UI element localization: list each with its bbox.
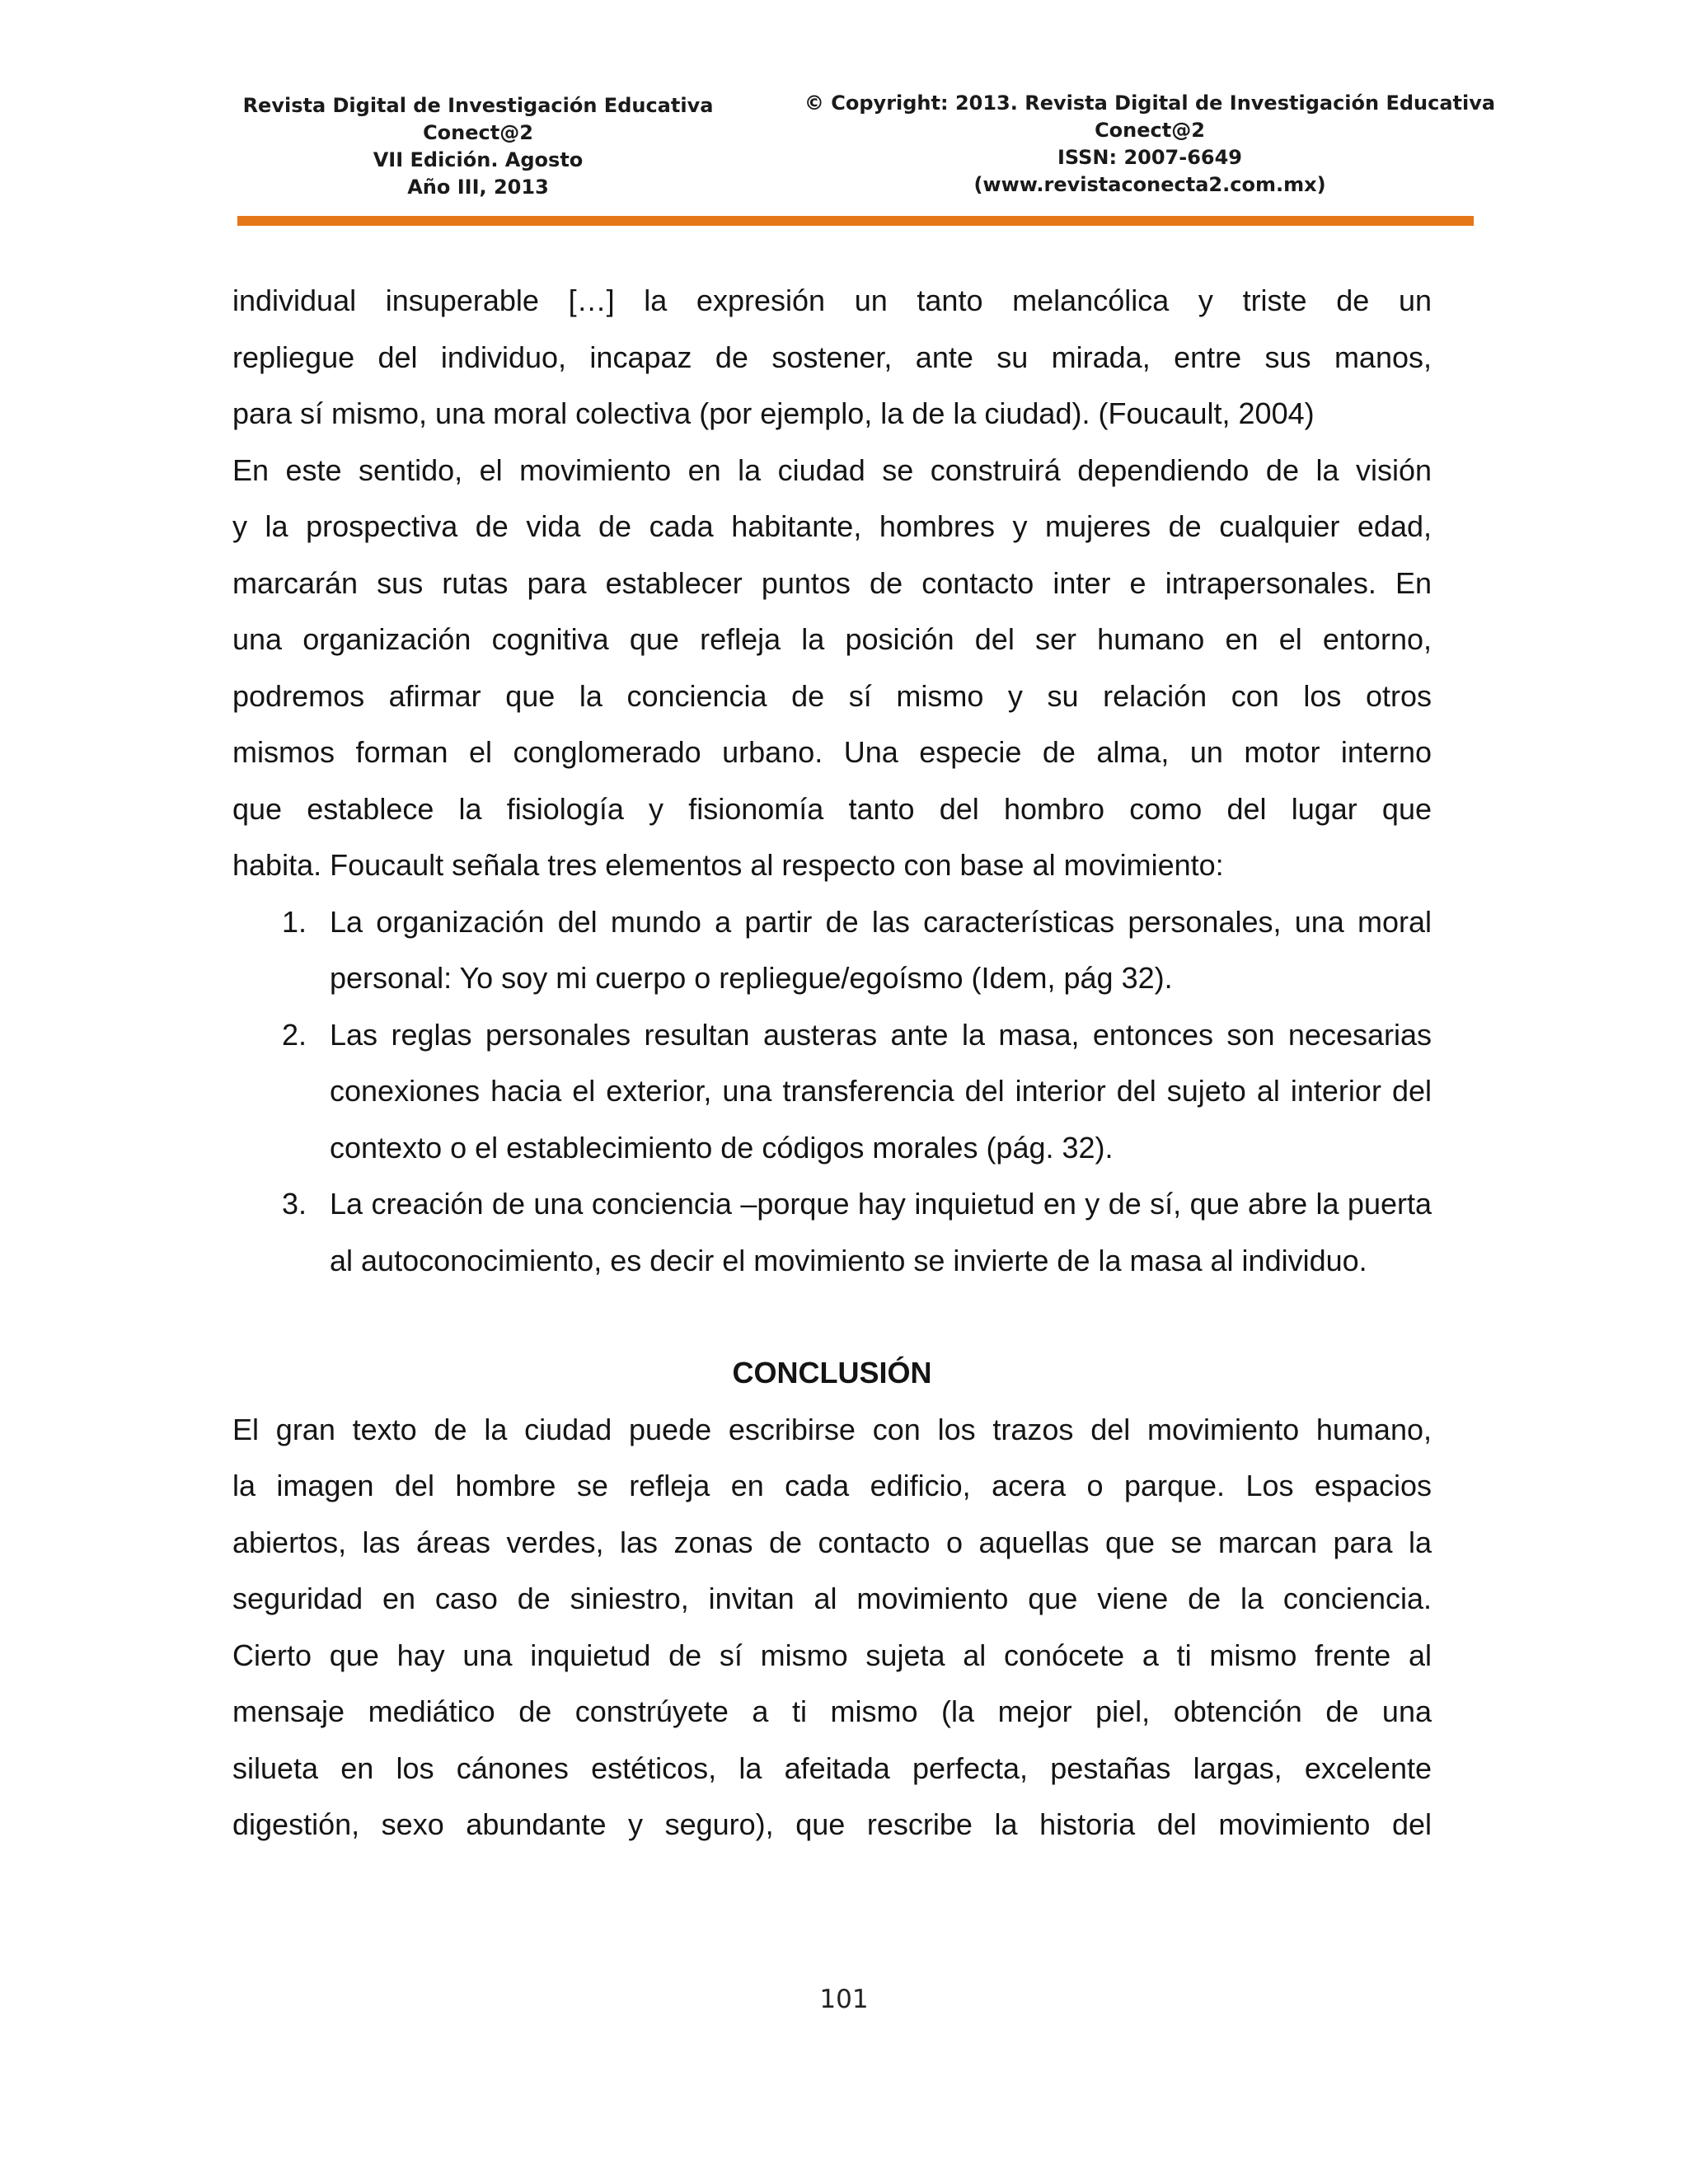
journal-edition: VII Edición. Agosto [373, 148, 584, 171]
text-line: abiertos, las áreas verdes, las zonas de contacto o aquellas que se marcan para la [232, 1525, 1432, 1559]
text-line: podremos afirmar que la conciencia de sí mismo y su relación con los otros [232, 678, 1432, 713]
text-line: individual insuperable […] la expresión un tanto melancólica y triste de un [232, 284, 1432, 317]
text-line: que establece la fisiología y fisionomía tanto del hombro como del lugar que [232, 791, 1432, 826]
text-line: repliegue del individuo, incapaz de sostener, ante su mirada, entre sus manos, [232, 340, 1432, 374]
conclusion-paragraph [232, 1402, 1432, 1854]
numbered-list [232, 894, 1432, 1290]
journal-short-name: Conect@2 [423, 121, 533, 144]
text-line: silueta en los cánones estéticos, la afeitada perfecta, pestañas largas, excelente [232, 1750, 1432, 1785]
paragraph-movement [232, 443, 1432, 894]
text-line: digestión, sexo abundante y seguro), que rescribe la historia del movimiento del [232, 1807, 1432, 1841]
text-line: mismos forman el conglomerado urbano. Una especie de alma, un motor interno [232, 735, 1432, 769]
text-line: habita. Foucault señala tres elementos al respecto con base al movimiento: [232, 848, 1224, 882]
list-text: Las reglas personales resultan austeras ante la masa, entonces son necesarias conexiones hacia el exterior, una transferencia del interior del sujeto al interior del contexto o el establecimiento de códigos morales (pág. 32). [330, 1017, 1432, 1165]
list-item [232, 1007, 1432, 1177]
text-line: para sí mismo, una moral colectiva (por ejemplo, la de la ciudad). (Foucault, 2004) [232, 396, 1315, 430]
text-line: mensaje mediático de constrúyete a ti mismo (la mejor piel, obtención de una [232, 1694, 1432, 1728]
text-line: Cierto que hay una inquietud de sí mismo sujeta al conócete a ti mismo frente al [232, 1638, 1432, 1672]
article-body [232, 273, 1432, 1854]
issn-line: ISSN: 2007-6649 [1057, 146, 1242, 169]
text-line: y la prospectiva de vida de cada habitante, hombres y mujeres de cualquier edad, [232, 509, 1432, 543]
copyright-journal-name: Conect@2 [1095, 119, 1205, 142]
text-line: marcarán sus rutas para establecer puntos de contacto inter e intrapersonales. En [232, 565, 1432, 600]
page-number: 101 [819, 1985, 869, 2014]
header-divider [237, 216, 1474, 226]
website-url: (www.revistaconecta2.com.mx) [973, 173, 1326, 196]
journal-info [210, 92, 746, 201]
text-line: la imagen del hombre se refleja en cada edificio, acera o parque. Los espacios [232, 1469, 1432, 1502]
list-number: 2. [282, 1017, 307, 1052]
list-number: 3. [282, 1187, 307, 1221]
copyright-line: © Copyright: 2013. Revista Digital de Investigación Educativa [804, 91, 1496, 115]
journal-year: Año III, 2013 [407, 176, 549, 199]
text-line: una organización cognitiva que refleja la posición del ser humano en el entorno, [232, 622, 1432, 656]
copyright-info [804, 90, 1496, 199]
list-text: La creación de una conciencia –porque hay inquietud en y de sí, que abre la puerta al autoconocimiento, es decir el movimiento se invierte de la masa al individuo. [330, 1187, 1432, 1277]
text-line: En este sentido, el movimiento en la ciudad se construirá dependiendo de la visión [232, 452, 1432, 487]
text-line: seguridad en caso de siniestro, invitan al movimiento que viene de la conciencia. [232, 1582, 1432, 1615]
section-spacer [232, 1289, 1432, 1345]
list-item [232, 894, 1432, 1007]
section-heading: CONCLUSIÓN [732, 1356, 932, 1390]
quote-continuation [232, 273, 1432, 443]
journal-title: Revista Digital de Investigación Educativa [242, 94, 714, 117]
list-number: 1. [282, 904, 307, 939]
list-item [232, 1176, 1432, 1289]
page-header [0, 92, 1688, 224]
list-text: La organización del mundo a partir de las características personales, una moral personal: Yo soy mi cuerpo o repliegue/egoísmo (Idem, pág 32). [330, 904, 1432, 995]
text-line: El gran texto de la ciudad puede escribirse con los trazos del movimiento humano, [232, 1412, 1432, 1446]
